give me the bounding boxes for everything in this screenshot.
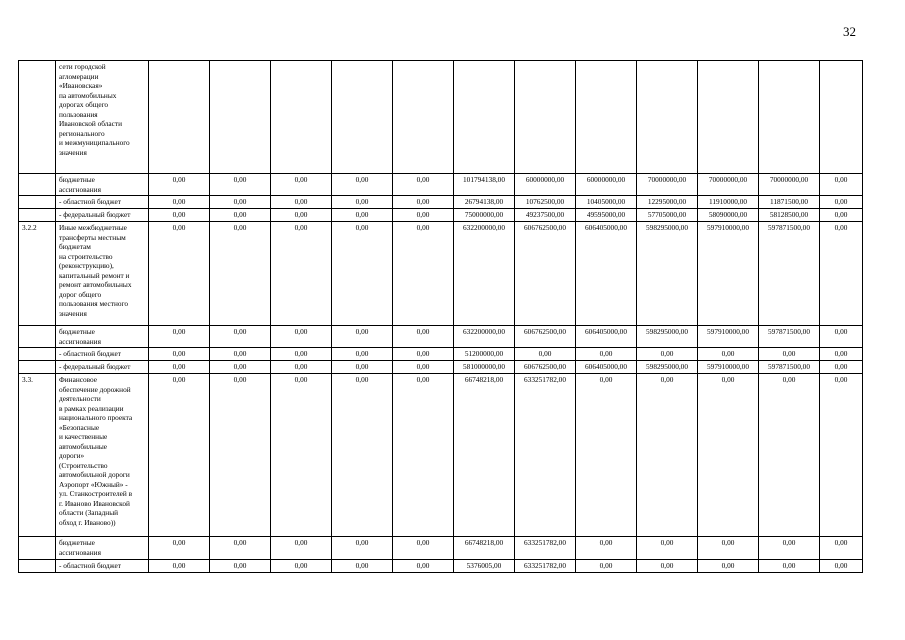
value-cell: 75000000,00 [454,209,515,222]
value-cell: 606405000,00 [576,222,637,326]
row-name: сети городской агломерации «Ивановская» па автомобильных дорогах общего пользования Ивановской области регионального и межмуниципального значения [56,61,149,174]
value-cell: 597871500,00 [759,326,820,348]
value-cell: 0,00 [210,174,271,196]
value-cell: 0,00 [820,374,863,537]
value-cell: 0,00 [393,361,454,374]
value-cell: 597910000,00 [698,326,759,348]
value-cell: 10762500,00 [515,196,576,209]
value-cell [454,61,515,174]
value-cell: 0,00 [271,537,332,560]
value-cell: 0,00 [759,537,820,560]
value-cell: 70000000,00 [698,174,759,196]
value-cell: 0,00 [332,222,393,326]
value-cell: 0,00 [637,374,698,537]
value-cell: 0,00 [393,537,454,560]
row-name: бюджетные ассигнования [56,537,149,560]
value-cell: 597871500,00 [759,361,820,374]
value-cell: 0,00 [698,348,759,361]
row-code [19,196,56,209]
value-cell: 0,00 [149,196,210,209]
value-cell: 0,00 [393,196,454,209]
row-code: 3.3. [19,374,56,537]
value-cell: 0,00 [820,222,863,326]
value-cell: 66748218,00 [454,537,515,560]
value-cell: 26794138,00 [454,196,515,209]
value-cell: 0,00 [393,374,454,537]
value-cell: 0,00 [820,361,863,374]
value-cell: 49237500,00 [515,209,576,222]
value-cell: 0,00 [271,174,332,196]
value-cell: 0,00 [271,374,332,537]
value-cell: 51200000,00 [454,348,515,361]
value-cell: 0,00 [332,326,393,348]
value-cell: 0,00 [332,348,393,361]
value-cell: 70000000,00 [759,174,820,196]
value-cell: 101794138,00 [454,174,515,196]
value-cell: 0,00 [210,537,271,560]
value-cell: 0,00 [332,196,393,209]
value-cell: 597871500,00 [759,222,820,326]
value-cell: 0,00 [820,348,863,361]
table-row [19,326,863,348]
value-cell: 60000000,00 [576,174,637,196]
value-cell: 597910000,00 [698,361,759,374]
value-cell: 0,00 [149,348,210,361]
table-row [19,560,863,573]
value-cell: 0,00 [332,209,393,222]
value-cell: 0,00 [149,222,210,326]
value-cell: 633251782,00 [515,537,576,560]
value-cell: 0,00 [271,209,332,222]
value-cell: 598295000,00 [637,222,698,326]
value-cell: 60000000,00 [515,174,576,196]
value-cell [820,61,863,174]
value-cell: 0,00 [332,174,393,196]
value-cell: 0,00 [759,560,820,573]
value-cell [515,61,576,174]
row-code [19,348,56,361]
value-cell: 70000000,00 [637,174,698,196]
table-row [19,222,863,326]
value-cell: 0,00 [393,222,454,326]
page-number: 32 [843,24,856,39]
value-cell: 0,00 [637,348,698,361]
row-name: - областной бюджет [56,196,149,209]
value-cell: 0,00 [820,209,863,222]
row-code [19,326,56,348]
value-cell: 0,00 [271,222,332,326]
value-cell: 0,00 [271,560,332,573]
value-cell: 606405000,00 [576,361,637,374]
value-cell: 0,00 [698,374,759,537]
table-row [19,361,863,374]
value-cell: 597910000,00 [698,222,759,326]
value-cell: 0,00 [820,174,863,196]
value-cell: 0,00 [149,537,210,560]
row-code [19,209,56,222]
value-cell: 0,00 [210,326,271,348]
value-cell: 633251782,00 [515,560,576,573]
value-cell: 0,00 [271,361,332,374]
value-cell: 0,00 [759,348,820,361]
row-name: - областной бюджет [56,560,149,573]
row-name: - федеральный бюджет [56,361,149,374]
row-code [19,61,56,174]
value-cell: 598295000,00 [637,361,698,374]
row-name: - федеральный бюджет [56,209,149,222]
value-cell [149,61,210,174]
value-cell: 0,00 [271,348,332,361]
table-body [19,61,863,573]
table-row [19,174,863,196]
table-row [19,348,863,361]
value-cell: 0,00 [820,326,863,348]
value-cell: 0,00 [698,560,759,573]
value-cell: 0,00 [149,374,210,537]
value-cell: 0,00 [759,374,820,537]
value-cell: 0,00 [332,361,393,374]
value-cell [759,61,820,174]
value-cell: 606762500,00 [515,361,576,374]
value-cell: 0,00 [637,560,698,573]
value-cell: 57705000,00 [637,209,698,222]
value-cell: 606405000,00 [576,326,637,348]
value-cell: 0,00 [332,537,393,560]
row-name: - областной бюджет [56,348,149,361]
value-cell: 0,00 [576,537,637,560]
value-cell: 0,00 [149,174,210,196]
value-cell: 0,00 [515,348,576,361]
value-cell: 0,00 [820,196,863,209]
value-cell: 0,00 [271,196,332,209]
value-cell: 581000000,00 [454,361,515,374]
row-name: Иные межбюджетные трансферты местным бюджетам на строительство (реконструкцию), капитальный ремонт и ремонт автомобильных дорог общего пользования местного значения [56,222,149,326]
value-cell [271,61,332,174]
value-cell: 606762500,00 [515,326,576,348]
value-cell: 0,00 [698,537,759,560]
row-code [19,361,56,374]
value-cell: 66748218,00 [454,374,515,537]
value-cell: 0,00 [637,537,698,560]
row-code [19,560,56,573]
value-cell: 5376005,00 [454,560,515,573]
value-cell: 0,00 [332,374,393,537]
value-cell [210,61,271,174]
value-cell: 0,00 [820,537,863,560]
value-cell [637,61,698,174]
row-name: Финансовое обеспечение дорожной деятельности в рамках реализации национального проекта «Безопасные и качественные автомобильные дороги» (Строительство автомобильной дороги Аэропорт «Южный» - ул. Станкостроителей в г. Иваново Ивановской области (Западный обход г. Иваново)) [56,374,149,537]
row-name: бюджетные ассигнования [56,174,149,196]
value-cell [576,61,637,174]
value-cell: 11871500,00 [759,196,820,209]
value-cell: 58128500,00 [759,209,820,222]
table-row [19,374,863,537]
value-cell: 0,00 [149,209,210,222]
value-cell: 0,00 [393,174,454,196]
value-cell [393,61,454,174]
value-cell: 0,00 [393,326,454,348]
value-cell: 0,00 [576,374,637,537]
value-cell: 633251782,00 [515,374,576,537]
row-code: 3.2.2 [19,222,56,326]
value-cell: 632200000,00 [454,326,515,348]
value-cell: 0,00 [576,348,637,361]
value-cell: 632200000,00 [454,222,515,326]
table-row [19,537,863,560]
value-cell: 0,00 [149,560,210,573]
value-cell: 12295000,00 [637,196,698,209]
value-cell: 0,00 [149,326,210,348]
row-code [19,537,56,560]
value-cell: 598295000,00 [637,326,698,348]
value-cell: 0,00 [393,209,454,222]
value-cell: 58090000,00 [698,209,759,222]
value-cell: 0,00 [210,374,271,537]
value-cell: 49595000,00 [576,209,637,222]
value-cell: 0,00 [210,196,271,209]
value-cell: 0,00 [210,222,271,326]
value-cell: 0,00 [393,348,454,361]
value-cell: 0,00 [210,361,271,374]
value-cell: 0,00 [576,560,637,573]
row-name: бюджетные ассигнования [56,326,149,348]
value-cell: 0,00 [210,348,271,361]
value-cell [698,61,759,174]
value-cell: 606762500,00 [515,222,576,326]
value-cell [332,61,393,174]
table-row [19,61,863,174]
value-cell: 0,00 [393,560,454,573]
budget-table [18,60,863,573]
value-cell: 10405000,00 [576,196,637,209]
table-row [19,196,863,209]
value-cell: 0,00 [210,560,271,573]
row-code [19,174,56,196]
value-cell: 0,00 [210,209,271,222]
value-cell: 0,00 [149,361,210,374]
value-cell: 0,00 [271,326,332,348]
table-row [19,209,863,222]
value-cell: 0,00 [820,560,863,573]
value-cell: 0,00 [332,560,393,573]
value-cell: 11910000,00 [698,196,759,209]
